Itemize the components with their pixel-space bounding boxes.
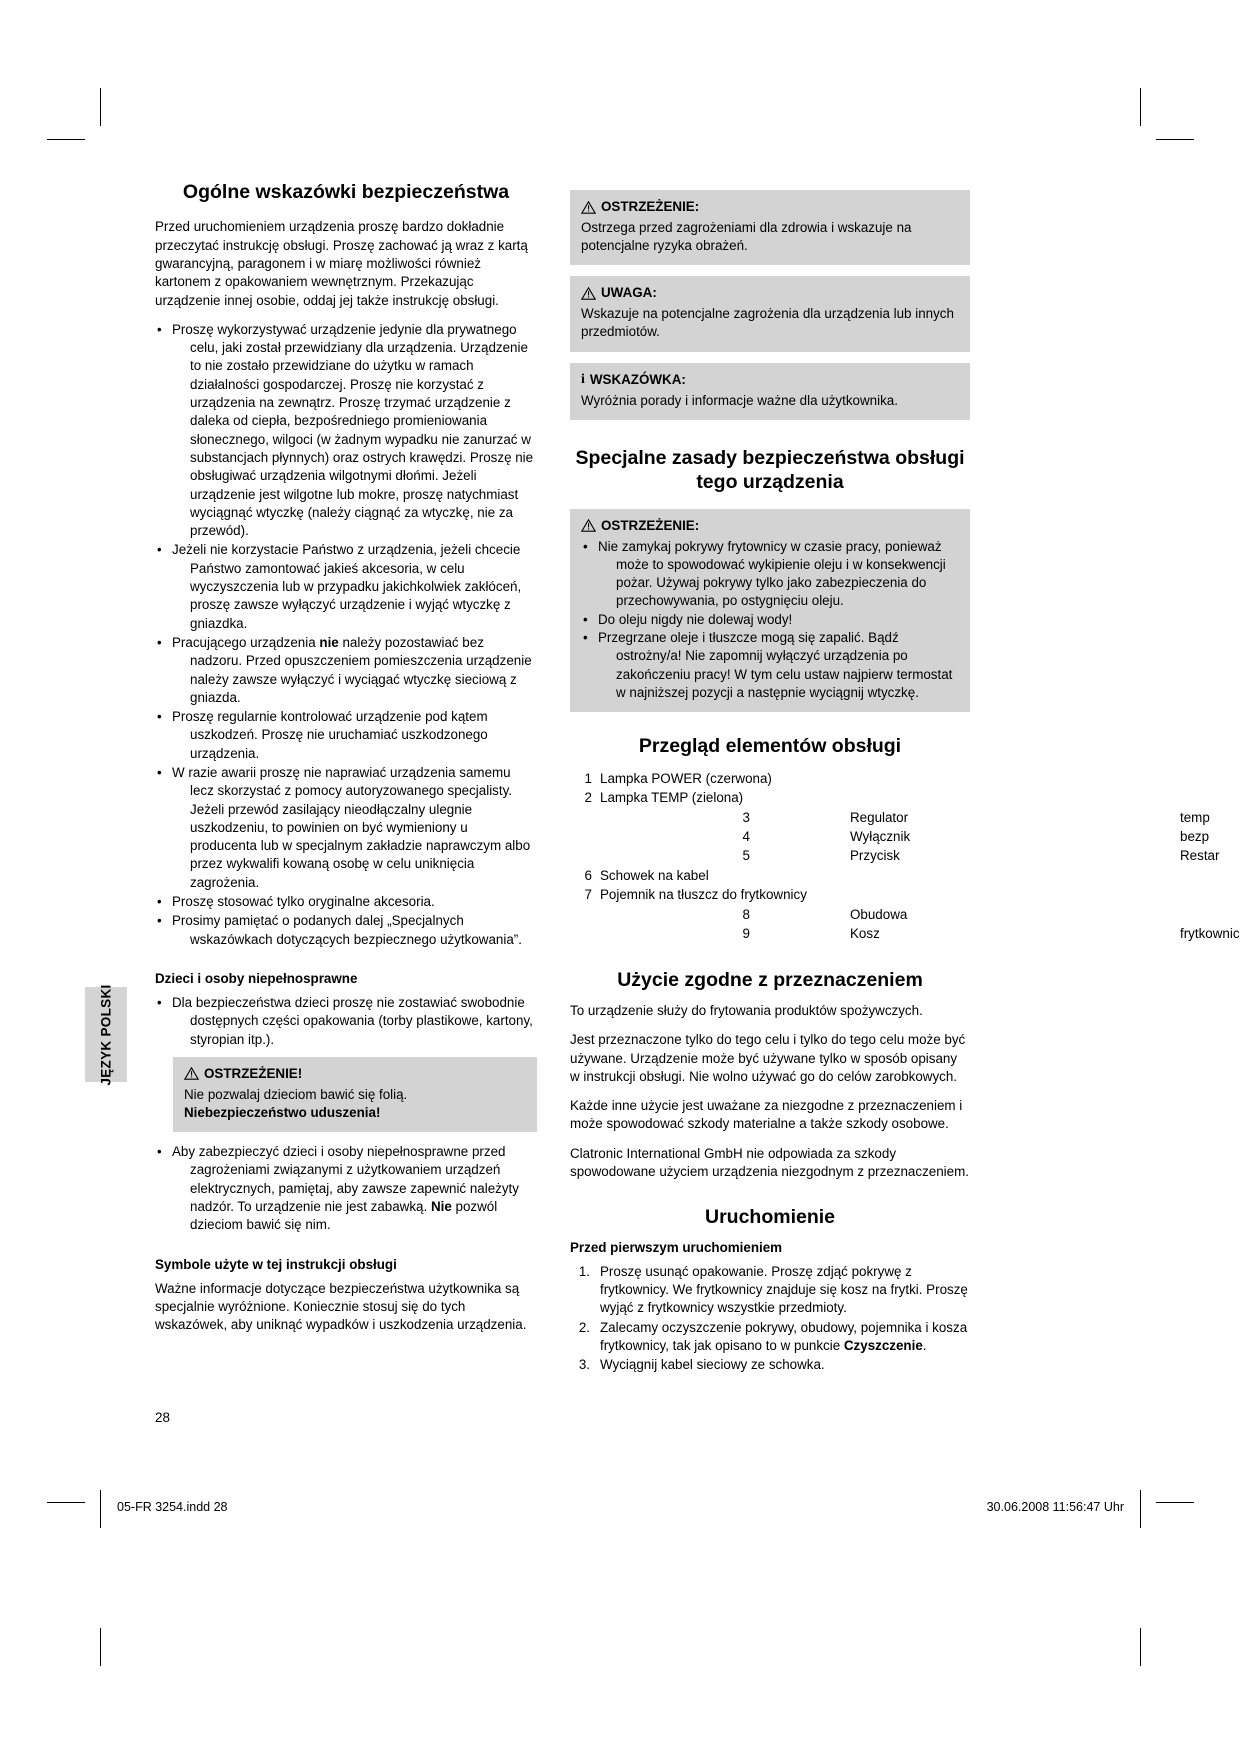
special-safety-title: Specjalne zasady bezpieczeństwa obsługi tego urządzenia [575,446,965,494]
special-safety-title-row [581,517,959,535]
overview-item-number: 4 [742,828,750,844]
overview-item-label: Przycisk [850,848,900,864]
step-number: 1. [578,1263,590,1279]
warning-box-line1: Nie pozwalaj dzieciom bawić się folią. [184,1086,408,1102]
step-text: Proszę usunąć opakowanie. Proszę zdjąć pokrywę z frytkownicy. We frytkownicy znajduje się kosz na frytki. Proszę wyjąć z frytkownicy wszystkie przedmioty. [600,1263,968,1316]
list-item: • Proszę regularnie kontrolować urządzenie pod kątem uszkodzeń. Proszę nie uruchamiać uszkodzonego urządzenia. [155,708,537,763]
legend-box-uwaga [570,276,970,351]
crop-mark-top-left-vertical [100,88,101,126]
legend-wskazowka-title: WSKAZÓWKA: [589,371,686,387]
overview-title: Przegląd elementów obsługi [638,735,902,758]
overview-item-label: Lampka POWER (czerwona) [600,770,772,786]
page-title: Ogólne wskazówki bezpieczeństwa [182,181,510,203]
legend-box-wskazowka [570,363,970,420]
overview-item-label: Regulator [850,809,909,825]
overview-item-label: Schowek na kabel [600,867,709,883]
footer-bar-left [100,1490,101,1528]
warning-box-children [173,1057,537,1132]
list-item [570,905,970,924]
crop-mark-bottom-right-vertical [1140,1628,1141,1666]
overview-item-number: 6 [584,867,592,883]
general-safety-list [155,321,537,949]
list-item: • Proszę wykorzystywać urządzenie jedynie dla prywatnego celu, jaki został przewidziany dla urządzenia. Urządzenie to nie zostało przewidziane do użytku w ramach działalności gospodarczej. Proszę nie korzystać z urządzenia na zewnątrz. Proszę trzymać urządzenie z daleka od ciepła, bezpośredniego promieniowania słonecznego, wilgoci (w żadnym wypadku nie zanurzać w substancjach płynnych) oraz ostrych krawędzi. Proszę nie obsługiwać urządzenia wilgotnymi dłońmi. Jeżeli urządzenie jest wilgotne lub mokre, proszę natychmiast wyciągnąć wtyczkę (należy ciągnąć za wtyczkę, nie za przewód). [155,321,537,541]
special-safety-list [581,538,959,703]
overview-item-number: 2 [584,790,592,806]
list-item [570,827,1210,846]
special-safety-box [570,509,970,713]
overview-item-number: 5 [742,848,750,864]
startup-subheading: Przed pierwszym uruchomieniem [570,1239,783,1255]
list-item: • Jeżeli nie korzystacie Państwo z urządzenia, jeżeli chcecie Państwo zamontować jakieś akcesoria, w celu wyczyszczenia lub w przypadku jakichkolwiek zakłóceń, proszę zawsze wyłączyć urządzenie i wyjąć wtyczkę z gniazdka. [155,541,537,632]
step-text: Wyciągnij kabel sieciowy ze schowka. [600,1357,825,1373]
step-number: 2. [578,1319,590,1335]
overview-item-label-cont: temp [1180,809,1210,825]
legend-wskazowka-title-row [581,371,959,389]
footer-file-name: 05-FR 3254.indd 28 [117,1500,228,1514]
intended-use-paragraph: Clatronic International GmbH nie odpowiada za szkody spowodowane użyciem urządzenia niezgodnym z przeznaczeniem. [570,1145,969,1180]
legend-ostrzezenie-title: OSTRZEŻENIE: [601,199,700,214]
legend-ostrzezenie-text: Ostrzega przed zagrożeniami dla zdrowia i wskazuje na potencjalne ryzyka obrażeń. [581,220,912,254]
emphasis-nie-2: Nie [430,1199,452,1215]
list-item: • Do oleju nigdy nie dolewaj wody! [581,611,959,629]
legend-uwaga-text: Wskazuje na potencjalne zagrożenia dla urządzenia lub innych przedmiotów. [581,306,954,340]
children-heading: Dzieci i osoby niepełnosprawne [155,970,358,986]
overview-item-label: Lampka TEMP (zielona) [600,790,744,806]
footer-timestamp: 30.06.2008 11:56:47 Uhr [986,1500,1124,1514]
intended-use-paragraph: To urządzenie służy do frytowania produktów spożywczych. [570,1002,923,1018]
legend-uwaga-title: UWAGA: [601,285,657,301]
step-number: 3. [578,1357,590,1373]
overview-item-label: Wyłącznik [850,828,911,844]
warning-box-line2: Niebezpieczeństwo uduszenia! [184,1105,381,1121]
list-item: • Dla bezpieczeństwa dzieci proszę nie zostawiać swobodnie dostępnych części opakowania (torby plastikowe, kartony, styropian itp.). [155,994,537,1049]
list-item: • Przegrzane oleje i tłuszcze mogą się zapalić. Bądź ostrożny/a! Nie zapomnij wyłączyć urządzenia po zakończeniu pracy! W tym celu ustaw najpierw termostat w najniższej pozycji a następnie wyciągnij wtyczkę. [581,629,959,702]
intended-use-paragraph: Jest przeznaczone tylko do tego celu i tylko do tego celu może być używane. Urządzenie może być używane tylko w sposób opisany w instrukcji obsługi. Nie wolno używać go do celów zarobkowych. [570,1032,966,1084]
page-number: 28 [155,1410,170,1425]
overview-item-label: Obudowa [850,906,908,922]
footer-rule-left [47,1502,85,1503]
list-item: • Aby zabezpieczyć dzieci i osoby niepełnosprawne przed zagrożeniami związanymi z użytkowaniem urządzeń elektrycznych, pamiętaj, aby zawsze zapewnić należyty nadzór. To urządzenie nie jest zabawką. Nie pozwól dzieciom bawić się nim. [155,1143,537,1234]
language-tab-label: JĘZYK POLSKI [98,983,114,1086]
overview-item-label: Kosz [850,926,880,942]
list-item [570,885,970,904]
list-item [570,846,1220,865]
legend-ostrzezenie-title-row [581,198,959,216]
crop-mark-bottom-left-vertical [100,1628,101,1666]
list-item [570,866,970,885]
language-tab [85,983,127,1086]
startup-title: Uruchomienie [704,1206,836,1229]
warning-triangle-icon [581,519,596,532]
emphasis-czyszczenie: Czyszczenie [843,1337,923,1353]
crop-mark-top-right-vertical [1140,88,1141,126]
info-icon: i [581,371,585,387]
children-list-1 [155,994,537,1049]
list-item: • Proszę stosować tylko oryginalne akcesoria. [155,893,537,911]
overview-list [570,769,1240,944]
overview-item-number: 8 [742,906,750,922]
overview-item-number: 7 [584,887,592,903]
startup-steps [570,1263,970,1375]
symbols-paragraph: Ważne informacje dotyczące bezpieczeństwa użytkownika są specjalnie wyróżnione. Koniecznie stosuj się do tych wskazówek, aby uniknąć wypadków i uszkodzenia urządzenia. [155,1280,527,1333]
emphasis-nie: nie [319,634,339,650]
list-item: • Prosimy pamiętać o podanych dalej „Specjalnych wskazówkach dotyczących bezpiecznego użytkowania”. [155,912,537,949]
legend-box-ostrzezenie [570,190,970,265]
legend-uwaga-title-row [581,284,959,302]
overview-item-label: Pojemnik na tłuszcz do frytkownicy [600,887,807,903]
crop-mark-top-right-horizontal [1156,139,1194,140]
special-safety-box-title: OSTRZEŻENIE: [601,517,700,533]
footer-rule-right [1156,1502,1194,1503]
overview-item-number: 9 [742,926,750,942]
symbols-heading: Symbole użyte w tej instrukcji obsługi [155,1256,397,1272]
warning-box-title: OSTRZEŻENIE! [204,1065,303,1081]
list-item [570,1263,970,1318]
warning-box-title-row [184,1065,526,1083]
intro-paragraph: Przed uruchomieniem urządzenia proszę bardzo dokładnie przeczytać instrukcję obsługi. Proszę zachować ją wraz z kartą gwarancyjną, paragonem i w miarę możliwości również kartonem z opakowaniem wewnętrznym. Przekazując urządzenie innej osobie, oddaj jej także instrukcję obsługi. [155,219,528,308]
warning-triangle-icon [581,287,596,300]
warning-triangle-icon [184,1067,199,1080]
overview-item-number: 3 [742,809,750,825]
footer-bar-right [1140,1490,1141,1528]
list-item [570,788,970,807]
list-item-unattended: • Pracującego urządzenia nie należy pozostawiać bez nadzoru. Przed opuszczeniem pomieszczenia urządzenie należy zawsze wyłączyć i wyciągać wtyczkę sieciową z gniazda. [155,634,537,707]
overview-item-label-cont: bezp [1180,828,1210,844]
warning-triangle-icon [581,201,596,214]
overview-item-number: 1 [584,770,592,786]
legend-wskazowka-text: Wyróżnia porady i informacje ważne dla użytkownika. [581,392,898,408]
list-item [570,808,1210,827]
list-item [570,924,1240,943]
right-column [570,190,1240,1375]
step-text: Zalecamy oczyszczenie pokrywy, obudowy, pojemnika i kosza frytkownicy, tak jak opisano to w punkcie Czyszczenie. [600,1319,968,1353]
list-item [570,769,970,788]
overview-item-label-cont: frytkownic [1180,926,1240,942]
list-item [570,1319,970,1356]
crop-mark-top-left-horizontal [47,139,85,140]
left-column [155,180,537,1335]
list-item [570,1356,970,1374]
list-item: • Nie zamykaj pokrywy frytownicy w czasie pracy, ponieważ może to spowodować wykipienie oleju i w konsekwencji pożar. Używaj pokrywy tylko jako zabezpieczenia do przechowywania, po ostygnięciu oleju. [581,538,959,611]
list-item: • W razie awarii proszę nie naprawiać urządzenia samemu lecz skorzystać z pomocy autoryzowanego specjalisty. Jeżeli przewód zasilający nieodłączalny ulegnie uszkodzeniu, to powinien on być wymieniony u producenta lub w specjalnym zakładzie naprawczym albo przez wykwalifi kowaną osobę w celu uniknięcia zagrożenia. [155,764,537,892]
intended-use-title: Użycie zgodne z przeznaczeniem [617,968,923,991]
overview-item-label-cont: Restar [1180,848,1220,864]
children-list-2 [155,1143,537,1234]
intended-use-paragraph: Każde inne użycie jest uważane za niezgodne z przeznaczeniem i może spowodować szkody materialne a także szkody osobowe. [570,1098,963,1132]
